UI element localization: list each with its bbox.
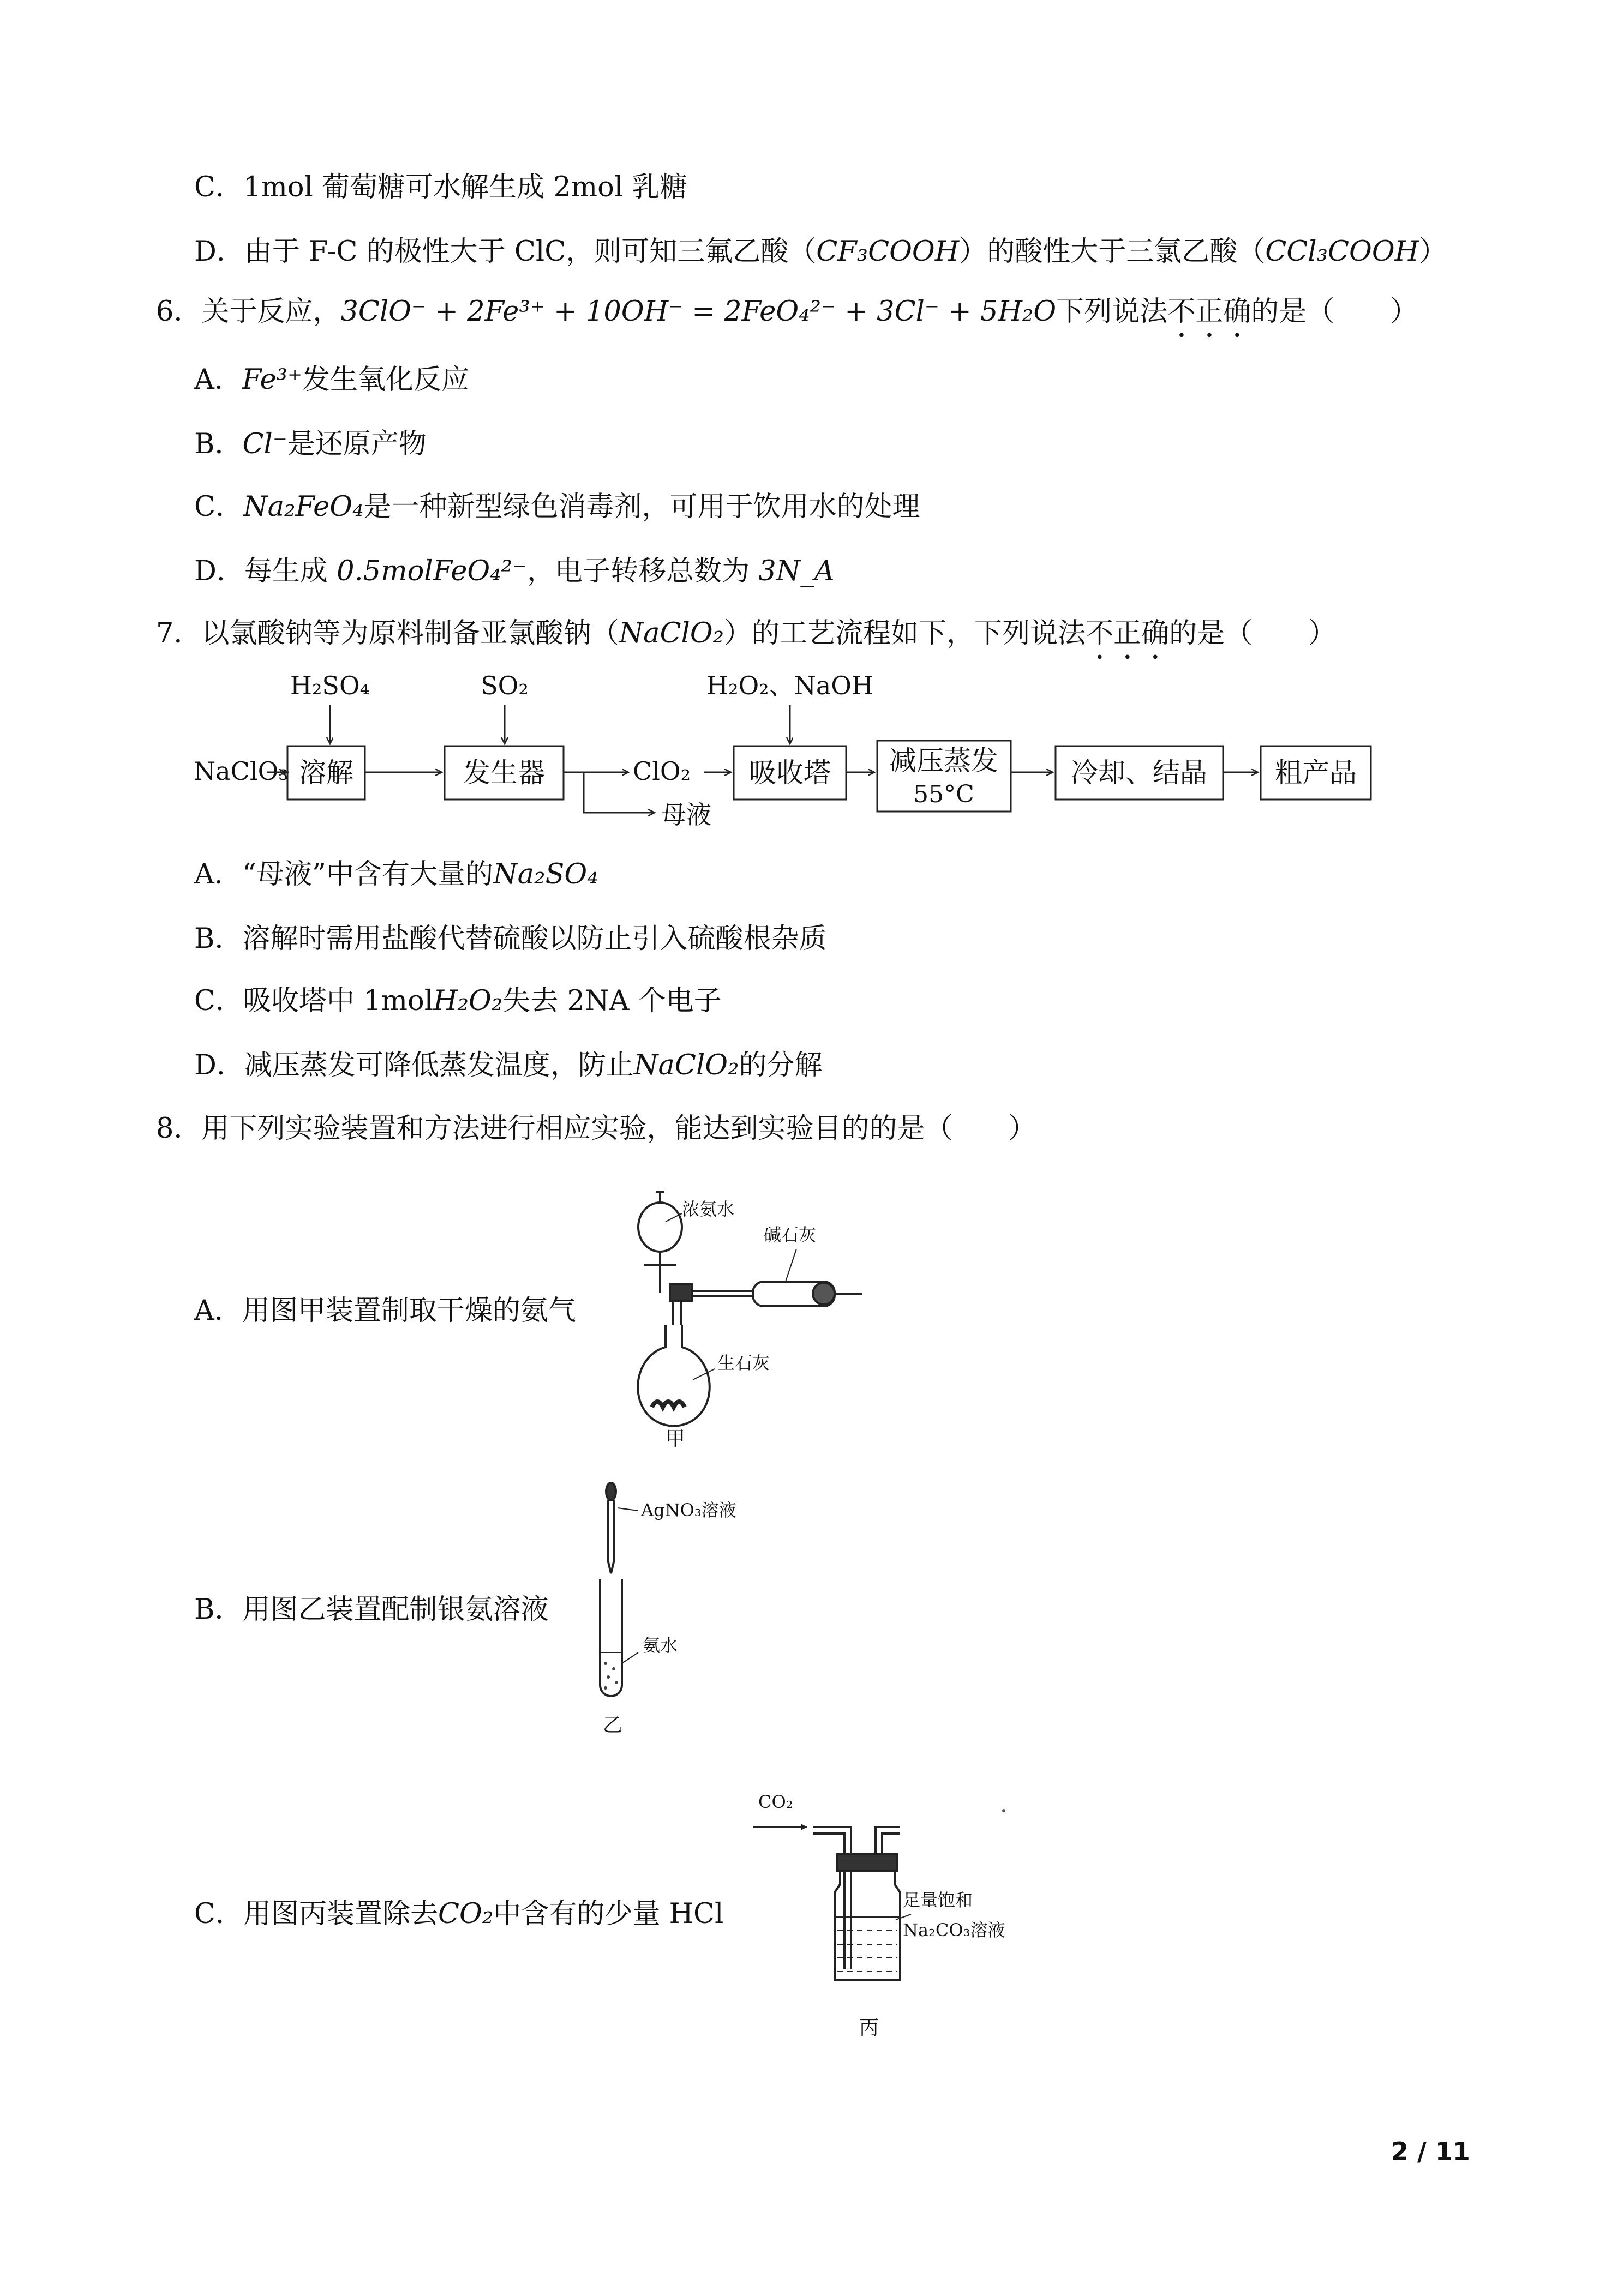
- q8-option-b: B．用图乙装置配制银氨溶液: [194, 1594, 549, 1626]
- q6-b-formula: Cl⁻: [242, 428, 287, 460]
- page-number: 2 / 11: [1391, 2137, 1470, 2166]
- q7-d-text: D．减压蒸发可降低蒸发温度，防止: [194, 1049, 634, 1081]
- q7-c-end: 失去 2NA 个电子: [502, 985, 722, 1017]
- figure-jia-apparatus: [606, 1183, 878, 1451]
- q6-option-d: [194, 554, 835, 589]
- q8-stem-text: 用下列实验装置和方法进行相应实验，能达到实验目的的是（ ）: [201, 1113, 1036, 1145]
- q5-option-d-text: D．由于 F-C 的极性大于 ClC，则可知三氟乙酸（: [194, 236, 817, 268]
- fig-bing-label-co2: CO₂: [758, 1792, 793, 1812]
- fig-jia-label-ammonia: 浓氨水: [682, 1199, 735, 1219]
- flow-box-evaporate-label: 减压蒸发: [889, 745, 998, 777]
- stopper: [837, 1854, 897, 1871]
- q6-a-text: 发生氧化反应: [302, 364, 470, 396]
- q6-c-label: C．: [194, 491, 244, 523]
- q7-option-c: [194, 984, 722, 1019]
- q6-number: 6．: [156, 296, 202, 328]
- q6-b-label: B．: [194, 428, 243, 460]
- q7-d-formula: NaClO₂: [633, 1049, 739, 1081]
- flow-box-generator-label: 发生器: [463, 757, 545, 789]
- q7-number: 7．: [156, 617, 202, 650]
- q6-c-text: 是一种新型绿色消毒剂，可用于饮用水的处理: [363, 491, 920, 523]
- flow-side-mother-liquor: 母液: [661, 800, 711, 830]
- flow-mid-clo2: ClO₂: [633, 756, 691, 786]
- q6-option-b: [194, 427, 427, 462]
- fig-bing-label-saturated: 足量饱和: [903, 1890, 973, 1910]
- fig-bing-name: 丙: [859, 2017, 879, 2039]
- q6-d-mid: ，电子转移总数为: [527, 555, 759, 587]
- q7-post: 的是（ ）: [1169, 617, 1337, 650]
- q6-stem: [156, 294, 1418, 344]
- q6-a-label: A．: [194, 364, 242, 396]
- flow-input-h2o2-naoh: H₂O₂、NaOH: [706, 671, 874, 700]
- q7-emphasis: 不正确: [1086, 617, 1170, 650]
- figure-bing-apparatus: [753, 1783, 1036, 2045]
- dropper: [608, 1500, 614, 1573]
- flow-box-cool-label: 冷却、结晶: [1071, 757, 1207, 789]
- q6-d-label: D．每生成: [194, 555, 337, 587]
- q5-option-c: C．1mol 葡萄糖可水解生成 2mol 乳糖: [194, 171, 688, 203]
- q7-pre: 以氯酸钠等为原料制备亚氯酸钠（: [201, 617, 619, 650]
- q6-a-formula: Fe³⁺: [242, 364, 302, 396]
- figure-yi-apparatus: [584, 1478, 802, 1751]
- q7-c-text: C．吸收塔中 1mol: [194, 985, 434, 1017]
- q8-option-a: A．用图甲装置制取干燥的氨气: [194, 1295, 576, 1327]
- flow-box-product-label: 粗产品: [1275, 757, 1357, 789]
- q7-c-formula: H₂O₂: [433, 985, 503, 1017]
- q6-option-c: [194, 490, 920, 525]
- q7-d-end: 的分解: [739, 1049, 823, 1081]
- stopper: [670, 1284, 692, 1301]
- q5-formula-ccl3cooh: CCl₃COOH: [1265, 236, 1419, 268]
- q7-a-text: A．“母液”中含有大量的: [194, 858, 493, 891]
- flow-start-naclo3: NaClO₃: [194, 756, 289, 786]
- flow-box-evaporate-temp: 55°C: [913, 780, 974, 808]
- q8-option-c: [194, 1897, 723, 1932]
- q7-option-a: [194, 857, 598, 892]
- fig-jia-label-quicklime: 生石灰: [717, 1353, 770, 1373]
- separatory-funnel: [638, 1203, 682, 1252]
- q6-d-formula: 0.5molFeO₄²⁻: [337, 555, 527, 587]
- fig-bing-label-na2co3: Na₂CO₃溶液: [903, 1920, 1005, 1940]
- q5-option-d: [194, 235, 1447, 269]
- fig-yi-label-ammonia: 氨水: [643, 1635, 678, 1656]
- q6-b-text: 是还原产物: [287, 428, 427, 460]
- fig-yi-label-agno3: AgNO₃溶液: [641, 1500, 736, 1520]
- q8-stem: [156, 1111, 1036, 1146]
- q6-post: 的是（ ）: [1251, 296, 1418, 328]
- q7-option-d: [194, 1048, 823, 1083]
- q8-c-text: C．用图丙装置除去: [194, 1898, 439, 1930]
- q5-formula-cf3cooh: CF₃COOH: [816, 236, 960, 268]
- q7-option-b: B．溶解时需用盐酸代替硫酸以防止引入硫酸根杂质: [194, 923, 827, 955]
- fig-yi-name: 乙: [603, 1714, 623, 1736]
- q7-flow-diagram: [185, 670, 1407, 850]
- q7-mid: ）的工艺流程如下，下列说法: [724, 617, 1086, 650]
- flow-box-dissolve-label: 溶解: [299, 757, 353, 789]
- q7-a-formula: Na₂SO₄: [493, 858, 598, 891]
- q6-d-formula2: 3N_A: [758, 555, 835, 587]
- q6-c-formula: Na₂FeO₄: [243, 491, 364, 523]
- flow-input-h2so4: H₂SO₄: [290, 671, 370, 700]
- q5-option-d-mid: ）的酸性大于三氯乙酸（: [959, 236, 1266, 268]
- q8-number: 8．: [156, 1113, 202, 1145]
- q6-equation: 3ClO⁻ + 2Fe³⁺ + 10OH⁻ = 2FeO₄²⁻ + 3Cl⁻ + 5H₂O: [340, 296, 1057, 328]
- fig-jia-name: 甲: [666, 1428, 686, 1450]
- q6-mid: 下列说法: [1056, 296, 1168, 328]
- q7-stem: [156, 616, 1336, 666]
- q8-c-end: 中含有的少量 HCl: [493, 1898, 724, 1930]
- fig-jia-label-sodalime: 碱石灰: [764, 1224, 817, 1245]
- flow-input-so2: SO₂: [481, 671, 529, 700]
- q7-formula: NaClO₂: [619, 617, 724, 650]
- q6-pre: 关于反应，: [201, 296, 341, 328]
- q5-option-d-end: ）: [1419, 236, 1447, 268]
- dropper-bulb: [606, 1483, 616, 1500]
- q6-emphasis: 不正确: [1167, 296, 1251, 328]
- q8-c-formula: CO₂: [438, 1898, 494, 1930]
- q6-option-a: [194, 363, 469, 398]
- test-tube: [600, 1579, 622, 1696]
- flow-box-absorber-label: 吸收塔: [749, 757, 831, 789]
